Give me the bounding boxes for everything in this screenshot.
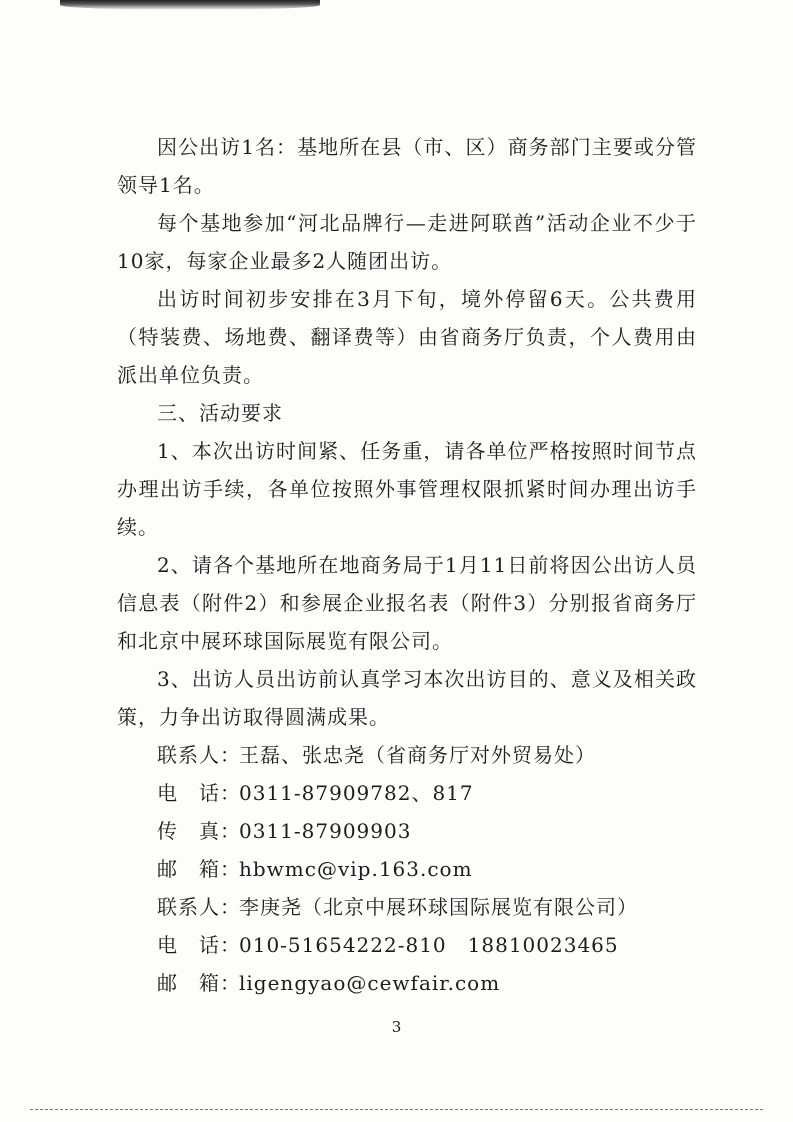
paragraph-delegation: 因公出访1名：基地所在县（市、区）商务部门主要或分管领导1名。 [117,135,697,197]
requirement-3: 3、出访人员出访前认真学习本次出访目的、意义及相关政策，力争出访取得圆满成果。 [117,667,697,729]
document-body [117,128,697,1002]
contact-list [117,736,697,1002]
scan-edge-top [60,0,320,10]
paragraph-enterprises: 每个基地参加“河北品牌行—走进阿联酋”活动企业不少于10家，每家企业最多2人随团出访。 [117,211,697,273]
contact-value: 0311-87909782、817 [239,781,474,805]
contact-value: 0311-87909903 [239,819,412,843]
contact-value: 010-51654222-810 18810023465 [239,933,619,957]
contact-label: 邮 箱： [157,857,241,881]
contact-label: 联系人： [157,743,241,767]
paragraph-schedule: 出访时间初步安排在3月下旬，境外停留6天。公共费用（特装费、场地费、翻译费等）由省商务厅负责，个人费用由派出单位负责。 [117,287,697,387]
contact-label: 电 话： [157,933,241,957]
contact-value: hbwmc@vip.163.com [239,857,473,881]
section-heading: 三、活动要求 [157,401,283,425]
page-number: 3 [391,1018,402,1036]
contact-value: 李庚尧（北京中展环球国际展览有限公司） [239,895,638,919]
contact-email-2 [117,964,697,1002]
contact-label: 传 真： [157,819,241,843]
contact-fax-1 [117,812,697,850]
scan-edge-bottom [30,1109,763,1110]
requirement-1: 1、本次出访时间紧、任务重，请各单位严格按照时间节点办理出访手续，各单位按照外事管理权限抓紧时间办理出访手续。 [117,439,697,539]
contact-label: 电 话： [157,781,241,805]
contact-label: 邮 箱： [157,971,241,995]
contact-value: ligengyao@cewfair.com [239,971,501,995]
contact-label: 联系人： [157,895,241,919]
contact-person-2 [117,888,697,926]
contact-email-1 [117,850,697,888]
requirement-2: 2、请各个基地所在地商务局于1月11日前将因公出访人员信息表（附件2）和参展企业报名表（附件3）分别报省商务厅和北京中展环球国际展览有限公司。 [117,553,697,653]
contact-value: 王磊、张忠尧（省商务厅对外贸易处） [239,743,596,767]
contact-person-1 [117,736,697,774]
contact-phone-1 [117,774,697,812]
contact-phone-2 [117,926,697,964]
